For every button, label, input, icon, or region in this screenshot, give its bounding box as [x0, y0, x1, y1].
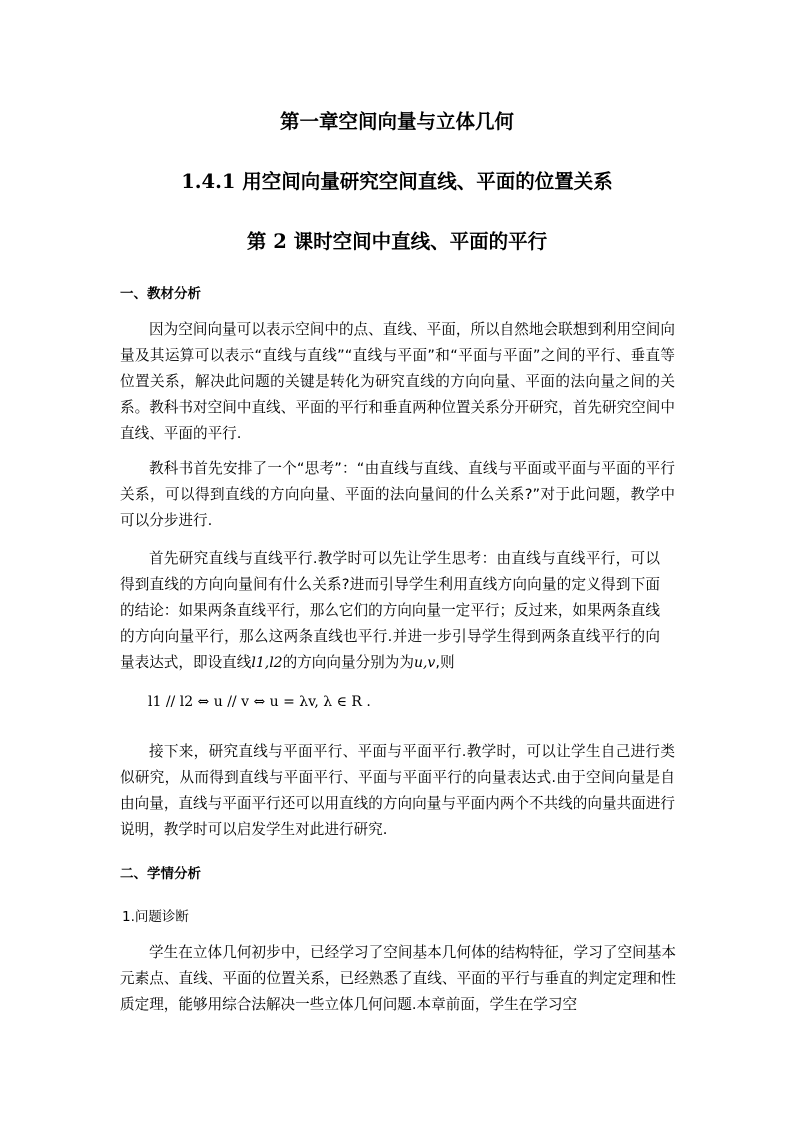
student-analysis-heading: 二、学情分析: [120, 866, 201, 882]
line-symbols: l1,l2: [251, 655, 283, 671]
textbook-analysis-paragraph-2: 教科书首先安排了一个“思考”：“由直线与直线、直线与平面或平面与平面的平行关系，可以得到直线的方向向量、平面的法向量间的什么关系?”对于此问题，教学中可以分步进行.: [120, 460, 675, 529]
paragraph-3-mid: 的方向向量分别为为: [282, 654, 414, 671]
textbook-analysis-heading: 一、教材分析: [120, 286, 201, 302]
problem-diagnosis-subheading: 1.问题诊断: [122, 909, 189, 925]
vector-symbols: u,v: [413, 655, 436, 671]
parallel-formula: l1 // l2 ⇔ u // v ⇔ u = λv, λ ∈ R .: [148, 694, 371, 710]
paragraph-3-end: ,则: [435, 654, 455, 671]
textbook-analysis-paragraph-3: [120, 546, 660, 676]
textbook-analysis-paragraph-1: 因为空间向量可以表示空间中的点、直线、平面，所以自然地会联想到利用空间向量及其运算可以表示“直线与直线”“直线与平面”和“平面与平面”之间的平行、垂直等位置关系，解决此问题的关键是转化为研究直线的方向向量、平面的法向量之间的关系。教科书对空间中直线、平面的平行和垂直两种位置关系分开研究，首先研究空间中直线、平面的平行.: [120, 321, 675, 442]
section-title: 1.4.1 用空间向量研究空间直线、平面的位置关系: [181, 170, 613, 193]
textbook-analysis-paragraph-4: 接下来，研究直线与平面平行、平面与平面平行.教学时，可以让学生自己进行类似研究，从而得到直线与平面平行、平面与平面平行的向量表达式.由于空间向量是自由向量，直线与平面平行还可以用直线的方向向量与平面内两个不共线的向量共面进行说明，教学时可以启发学生对此进行研究.: [120, 743, 675, 838]
student-analysis-paragraph-1: 学生在立体几何初步中，已经学习了空间基本几何体的结构特征，学习了空间基本元素点、直线、平面的位置关系，已经熟悉了直线、平面的平行与垂直的判定定理和性质定理，能够用综合法解决一些立体几何问题.本章前面，学生在学习空: [120, 944, 676, 1013]
paragraph-3-text: 首先研究直线与直线平行.教学时可以先让学生思考：由直线与直线平行，可以得到直线的方向向量间有什么关系?进而引导学生利用直线方向向量的定义得到下面的结论：如果两条直线平行，那么它们的方向向量一定平行；反过来，如果两条直线的方向向量平行，那么这两条直线也平行.并进一步引导学生得到两条直线平行的向量表达式，即设直线: [120, 550, 660, 671]
lesson-title: 第 2 课时空间中直线、平面的平行: [246, 230, 548, 253]
chapter-title: 第一章空间向量与立体几何: [279, 110, 514, 133]
